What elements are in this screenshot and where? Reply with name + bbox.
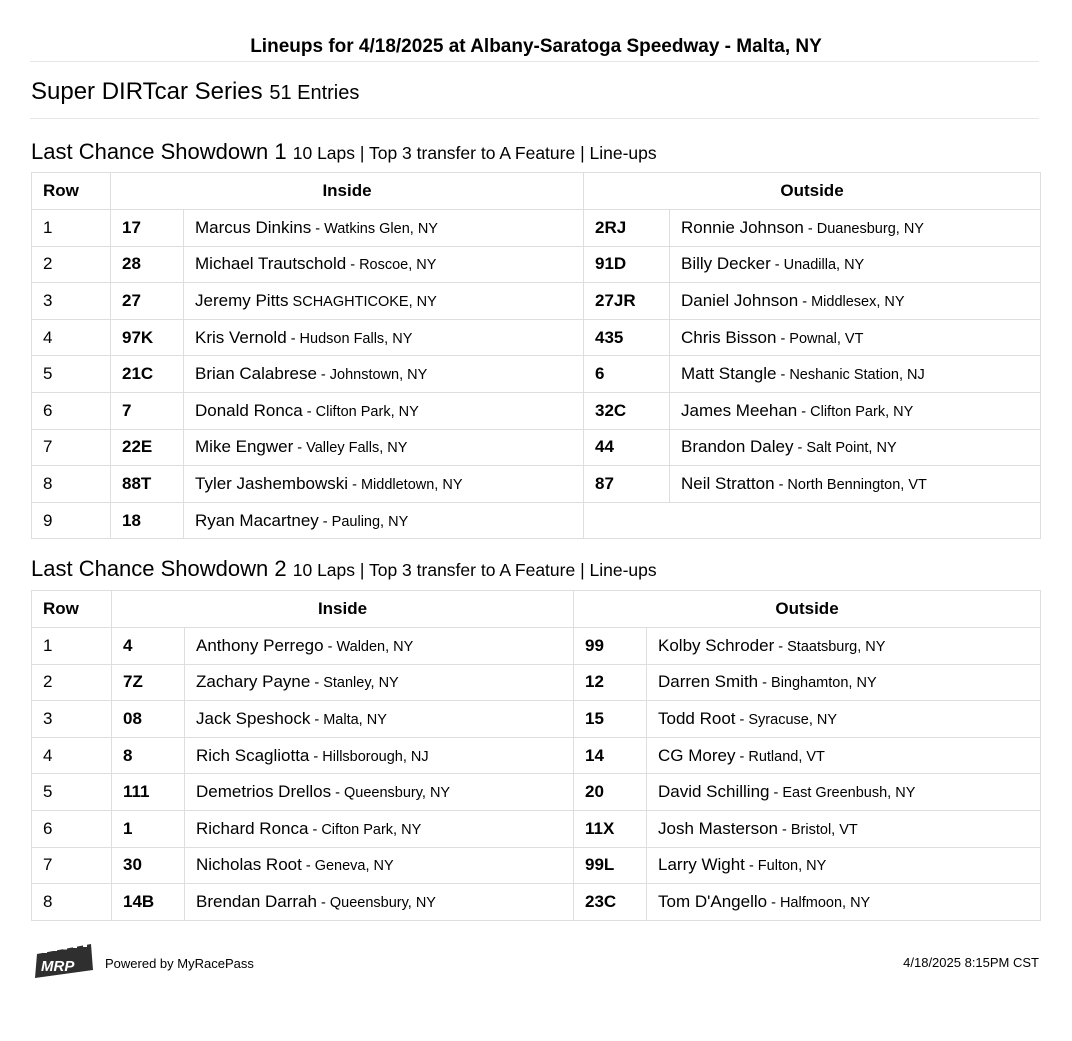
outside-car-number: 2RJ <box>584 210 670 247</box>
driver-name: Brendan Darrah <box>196 891 317 911</box>
driver-name: Josh Masterson <box>658 818 778 838</box>
driver-name: Ryan Macartney <box>195 510 319 530</box>
inside-driver <box>185 628 574 665</box>
driver-name: Brandon Daley <box>681 437 794 457</box>
driver-name: Billy Decker <box>681 254 771 274</box>
driver-name: Richard Ronca <box>196 818 309 838</box>
driver-hometown: - Neshanic Station, NJ <box>776 367 925 384</box>
row-number: 3 <box>32 701 112 738</box>
inside-driver <box>184 429 584 466</box>
outside-driver <box>670 356 1041 393</box>
driver-name: Tom D'Angello <box>658 891 768 911</box>
outside-car-number: 11X <box>574 810 647 847</box>
table-header-row <box>32 173 1041 210</box>
driver-name: Todd Root <box>658 708 736 728</box>
driver-name: Brian Calabrese <box>195 364 317 384</box>
row-number: 7 <box>32 847 112 884</box>
table-row <box>32 847 1041 884</box>
series-heading <box>31 78 359 106</box>
myracepass-logo <box>33 940 95 980</box>
divider <box>30 61 1039 62</box>
driver-hometown: - Malta, NY <box>310 711 387 728</box>
inside-driver <box>184 466 584 503</box>
inside-driver <box>185 884 574 921</box>
driver-name: Tyler Jashembowski <box>195 473 349 493</box>
outside-driver <box>647 847 1041 884</box>
outside-header: Outside <box>584 173 1041 210</box>
table-row <box>32 392 1041 429</box>
inside-car-number: 21C <box>111 356 184 393</box>
outside-driver <box>647 810 1041 847</box>
driver-name: Daniel Johnson <box>681 290 799 310</box>
driver-name: Ronnie Johnson <box>681 217 804 237</box>
outside-driver <box>647 774 1041 811</box>
table-header-row <box>32 591 1041 628</box>
outside-car-number: 12 <box>574 664 647 701</box>
driver-hometown: - Duanesburg, NY <box>803 220 924 237</box>
driver-name: Jeremy Pitts <box>195 290 289 310</box>
table-row <box>32 356 1041 393</box>
inside-car-number: 08 <box>112 701 185 738</box>
outside-car-number: 87 <box>584 466 670 503</box>
series-name: Super DIRTcar Series <box>31 78 263 105</box>
driver-name: Jack Speshock <box>196 708 311 728</box>
driver-hometown: - Rutland, VT <box>735 748 825 765</box>
row-number: 8 <box>32 884 112 921</box>
driver-hometown: - Staatsburg, NY <box>774 638 886 655</box>
outside-driver <box>670 246 1041 283</box>
driver-hometown: - Valley Falls, NY <box>293 440 408 457</box>
table-body <box>32 210 1041 539</box>
row-number: 5 <box>32 356 111 393</box>
inside-driver <box>184 283 584 320</box>
driver-name: Darren Smith <box>658 672 759 692</box>
outside-car-number: 99 <box>574 628 647 665</box>
inside-car-number: 7 <box>111 392 184 429</box>
outside-car-number: 99L <box>574 847 647 884</box>
driver-hometown: - Queensbury, NY <box>316 894 436 911</box>
outside-car-number: 14 <box>574 737 647 774</box>
row-header: Row <box>32 173 111 210</box>
row-header: Row <box>32 591 112 628</box>
driver-name: Matt Stangle <box>681 364 777 384</box>
row-number: 2 <box>32 664 112 701</box>
driver-hometown: - North Bennington, VT <box>774 476 927 493</box>
inside-car-number: 28 <box>111 246 184 283</box>
driver-name: Michael Trautschold <box>195 254 347 274</box>
outside-car-number: 6 <box>584 356 670 393</box>
inside-car-number: 22E <box>111 429 184 466</box>
outside-driver <box>670 466 1041 503</box>
driver-hometown: SCHAGHTICOKE, NY <box>288 293 437 310</box>
inside-car-number: 30 <box>112 847 185 884</box>
inside-driver <box>184 356 584 393</box>
table-row <box>32 774 1041 811</box>
outside-car-number: 20 <box>574 774 647 811</box>
inside-car-number: 97K <box>111 319 184 356</box>
outside-car-number: 27JR <box>584 283 670 320</box>
inside-driver <box>184 246 584 283</box>
section-name: Last Chance Showdown 2 <box>31 556 287 581</box>
row-number: 1 <box>32 210 111 247</box>
outside-car-number: 23C <box>574 884 647 921</box>
inside-car-number: 111 <box>112 774 185 811</box>
driver-hometown: - Watkins Glen, NY <box>311 220 438 237</box>
inside-car-number: 1 <box>112 810 185 847</box>
row-number: 3 <box>32 283 111 320</box>
driver-name: David Schilling <box>658 782 770 802</box>
outside-driver <box>670 210 1041 247</box>
outside-driver <box>647 737 1041 774</box>
inside-car-number: 14B <box>112 884 185 921</box>
empty-cell <box>584 502 1041 539</box>
table-row <box>32 246 1041 283</box>
driver-name: Mike Engwer <box>195 437 294 457</box>
table-row <box>32 737 1041 774</box>
row-number: 2 <box>32 246 111 283</box>
driver-hometown: - Syracuse, NY <box>735 711 838 728</box>
powered-by: Powered by MyRacePass <box>105 956 254 971</box>
table-row <box>32 664 1041 701</box>
driver-hometown: - Roscoe, NY <box>346 257 437 274</box>
row-number: 4 <box>32 319 111 356</box>
table-row <box>32 701 1041 738</box>
inside-car-number: 4 <box>112 628 185 665</box>
inside-driver <box>184 392 584 429</box>
section-title <box>31 556 657 582</box>
inside-header: Inside <box>111 173 584 210</box>
driver-hometown: - Hudson Falls, NY <box>286 330 413 347</box>
driver-name: CG Morey <box>658 745 736 765</box>
outside-car-number: 435 <box>584 319 670 356</box>
driver-hometown: - Middlesex, NY <box>798 293 905 310</box>
inside-header: Inside <box>112 591 574 628</box>
row-number: 7 <box>32 429 111 466</box>
outside-car-number: 91D <box>584 246 670 283</box>
inside-car-number: 17 <box>111 210 184 247</box>
page-title: Lineups for 4/18/2025 at Albany-Saratoga Speedway - Malta, NY <box>250 36 822 57</box>
inside-driver <box>184 502 584 539</box>
driver-hometown: - Clifton Park, NY <box>797 403 914 420</box>
table-row <box>32 466 1041 503</box>
driver-name: Chris Bisson <box>681 327 777 347</box>
driver-name: James Meehan <box>681 400 798 420</box>
section-subtitle: 10 Laps | Top 3 transfer to A Feature | Line-ups <box>292 143 657 163</box>
driver-name: Anthony Perrego <box>196 635 324 655</box>
inside-driver <box>185 701 574 738</box>
driver-name: Nicholas Root <box>196 855 302 875</box>
driver-name: Kris Vernold <box>195 327 287 347</box>
outside-driver <box>670 429 1041 466</box>
outside-driver <box>647 884 1041 921</box>
driver-name: Kolby Schroder <box>658 635 775 655</box>
table-row <box>32 628 1041 665</box>
driver-hometown: - Unadilla, NY <box>770 257 865 274</box>
inside-driver <box>184 319 584 356</box>
section-name: Last Chance Showdown 1 <box>31 139 287 164</box>
driver-name: Donald Ronca <box>195 400 303 420</box>
driver-hometown: - Stanley, NY <box>310 675 399 692</box>
logo-text: MRP <box>41 958 75 975</box>
table-row <box>32 210 1041 247</box>
driver-hometown: - Bristol, VT <box>778 821 858 838</box>
outside-car-number: 32C <box>584 392 670 429</box>
outside-driver <box>647 701 1041 738</box>
driver-name: Larry Wight <box>658 855 745 875</box>
row-number: 6 <box>32 810 112 847</box>
driver-hometown: - Pownal, VT <box>776 330 864 347</box>
driver-hometown: - Pauling, NY <box>318 513 409 530</box>
row-number: 8 <box>32 466 111 503</box>
driver-name: Rich Scagliotta <box>196 745 310 765</box>
generated-timestamp: 4/18/2025 8:15PM CST <box>903 955 1039 970</box>
divider <box>30 118 1039 119</box>
table-row <box>32 502 1041 539</box>
driver-hometown: - Halfmoon, NY <box>767 894 871 911</box>
table-row <box>32 810 1041 847</box>
row-number: 6 <box>32 392 111 429</box>
inside-car-number: 18 <box>111 502 184 539</box>
inside-driver <box>185 847 574 884</box>
inside-car-number: 8 <box>112 737 185 774</box>
outside-header: Outside <box>574 591 1041 628</box>
inside-driver <box>185 737 574 774</box>
outside-driver <box>670 319 1041 356</box>
driver-hometown: - East Greenbush, NY <box>769 785 916 802</box>
outside-car-number: 44 <box>584 429 670 466</box>
table-body <box>32 628 1041 921</box>
section-title <box>31 139 657 165</box>
table-row <box>32 884 1041 921</box>
row-number: 5 <box>32 774 112 811</box>
driver-hometown: - Salt Point, NY <box>793 440 897 457</box>
table-row <box>32 319 1041 356</box>
inside-driver <box>185 774 574 811</box>
driver-hometown: - Johnstown, NY <box>316 367 428 384</box>
inside-car-number: 88T <box>111 466 184 503</box>
outside-driver <box>670 283 1041 320</box>
row-number: 1 <box>32 628 112 665</box>
driver-name: Marcus Dinkins <box>195 217 312 237</box>
outside-driver <box>670 392 1041 429</box>
section-subtitle: 10 Laps | Top 3 transfer to A Feature | Line-ups <box>292 560 657 580</box>
outside-car-number: 15 <box>574 701 647 738</box>
driver-name: Zachary Payne <box>196 672 311 692</box>
driver-hometown: - Middletown, NY <box>348 476 463 493</box>
series-entries: 51 Entries <box>269 82 360 104</box>
row-number: 9 <box>32 502 111 539</box>
driver-hometown: - Fulton, NY <box>744 858 827 875</box>
table-row <box>32 283 1041 320</box>
driver-hometown: - Cifton Park, NY <box>308 821 422 838</box>
driver-hometown: - Binghamton, NY <box>758 675 877 692</box>
driver-name: Neil Stratton <box>681 473 775 493</box>
lineup-table-2 <box>31 590 1041 921</box>
inside-driver <box>184 210 584 247</box>
outside-driver <box>647 664 1041 701</box>
driver-hometown: - Clifton Park, NY <box>302 403 419 420</box>
lineup-table-1 <box>31 172 1041 539</box>
driver-hometown: - Geneva, NY <box>301 858 394 875</box>
inside-car-number: 7Z <box>112 664 185 701</box>
driver-hometown: - Queensbury, NY <box>331 785 451 802</box>
row-number: 4 <box>32 737 112 774</box>
inside-car-number: 27 <box>111 283 184 320</box>
inside-driver <box>185 664 574 701</box>
outside-driver <box>647 628 1041 665</box>
driver-hometown: - Hillsborough, NJ <box>309 748 429 765</box>
table-row <box>32 429 1041 466</box>
driver-name: Demetrios Drellos <box>196 782 332 802</box>
driver-hometown: - Walden, NY <box>323 638 414 655</box>
inside-driver <box>185 810 574 847</box>
